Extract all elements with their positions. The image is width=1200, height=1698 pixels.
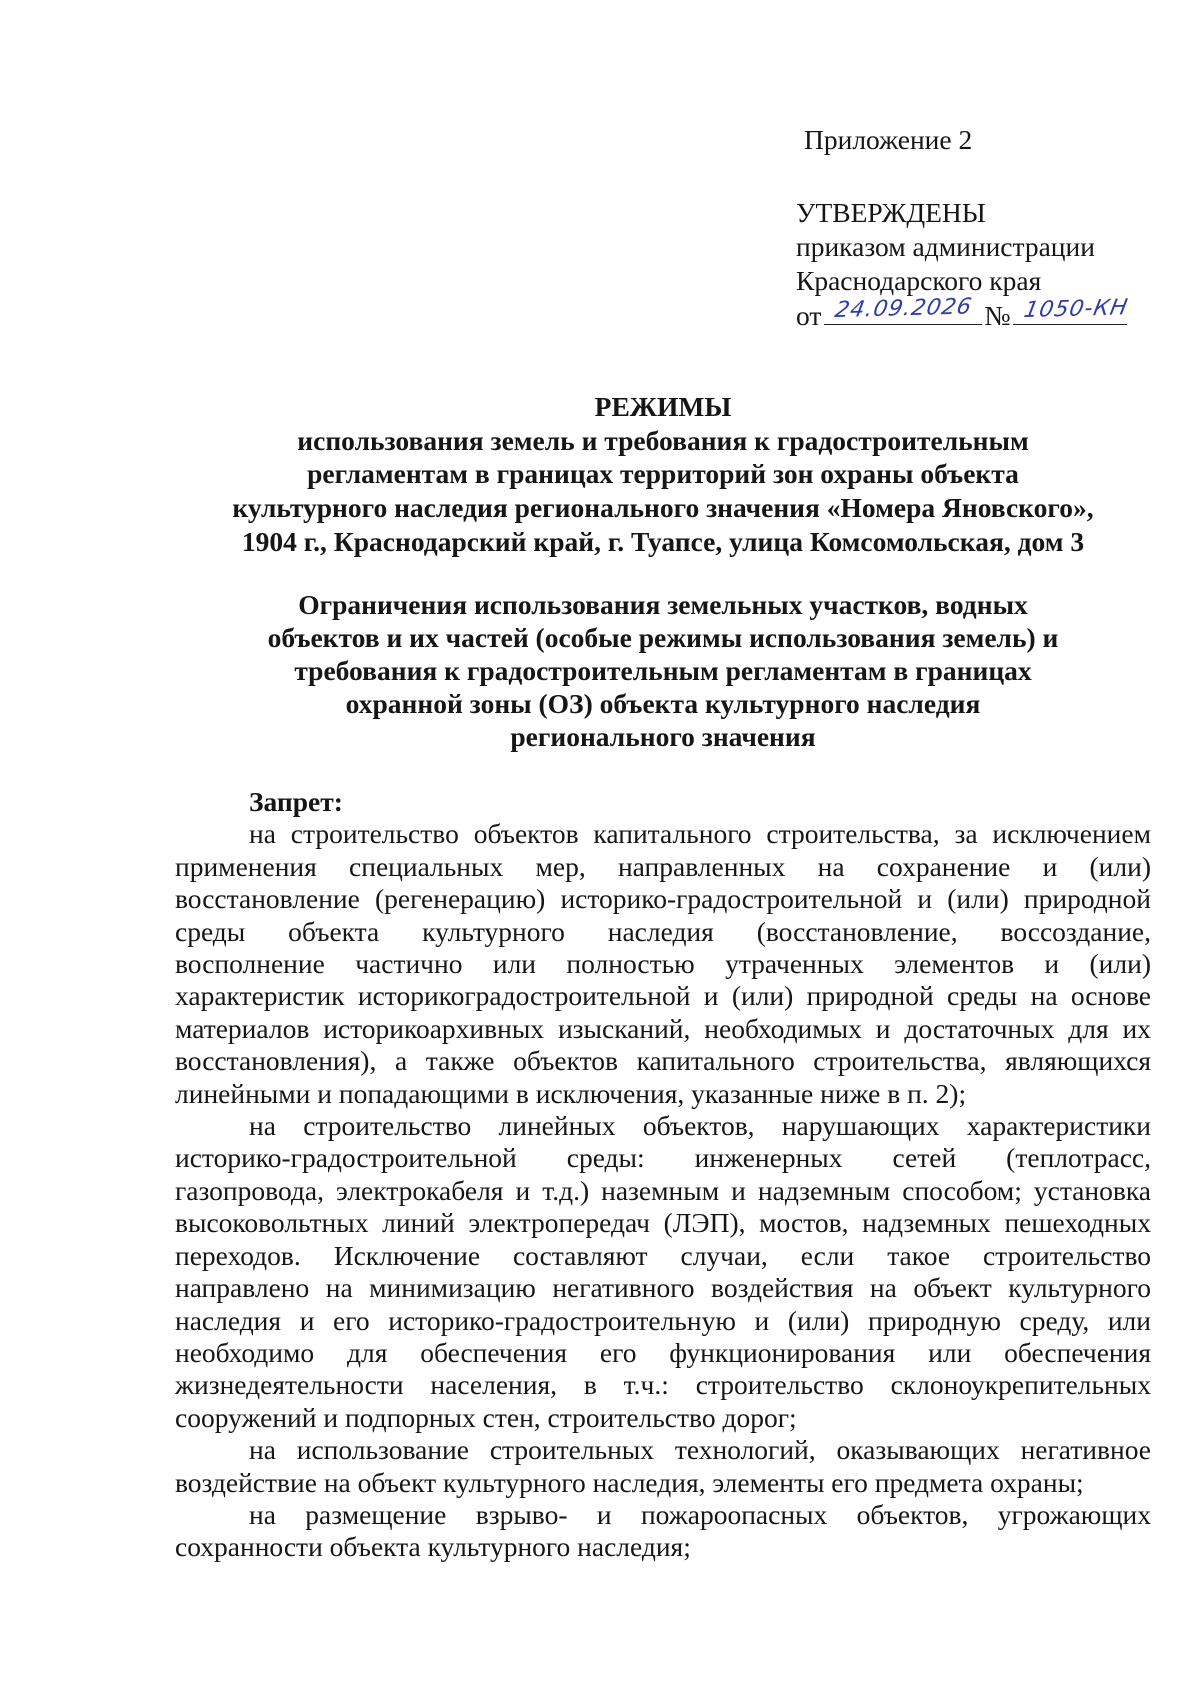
paragraph — [175, 818, 1151, 1110]
number-sign: № — [984, 300, 1011, 331]
paragraph — [175, 1110, 1151, 1434]
paragraph-line: среды объекта культурного наследия (восстановление, воссоздание, — [175, 915, 1151, 947]
paragraph-line: на размещение взрыво- и пожароопасных объектов, угрожающих — [249, 1498, 1151, 1530]
paragraph-line: на строительство объектов капитального строительства, за исключением — [249, 818, 1151, 850]
paragraph-line: жизнедеятельности населения, в т.ч.: строительство склоноукрепительных — [175, 1369, 1151, 1401]
paragraph-line: на использование строительных технологий, оказывающих негативное — [249, 1434, 1151, 1466]
date-prefix: от — [796, 300, 822, 331]
title-line: использования земель и требования к градостроительным — [297, 424, 1029, 456]
paragraph-line: газопровода, электрокабеля и т.д.) наземным и надземным способом; установка — [175, 1174, 1151, 1206]
subtitle-line: Ограничения использования земельных участков, водных — [298, 589, 1028, 620]
paragraph-line: линейными и попадающими в исключения, указанные ниже в п. 2); — [175, 1077, 967, 1109]
paragraph-line: направлено на минимизацию негативного воздействия на объект культурного — [175, 1272, 1151, 1304]
paragraph-line: необходимо для обеспечения его функционирования или обеспечения — [175, 1336, 1151, 1368]
paragraph-line: восстановления), а также объектов капитального строительства, являющихся — [175, 1045, 1151, 1077]
title-line: регламентам в границах территорий зон охраны объекта — [307, 458, 1019, 490]
document-body — [175, 786, 1151, 1564]
title-line: 1904 г., Краснодарский край, г. Туапсе, улица Комсомольская, дом 3 — [241, 525, 1085, 557]
approved-label: УТВЕРЖДЕНЫ — [796, 197, 986, 228]
paragraph-line: применения специальных мер, направленных на сохранение и (или) — [175, 850, 1151, 882]
paragraph-line: материалов историкоархивных изысканий, необходимых и достаточных для их — [175, 1012, 1151, 1044]
paragraph-line: на строительство линейных объектов, нарушающих характеристики — [249, 1110, 1151, 1142]
order-date-line — [796, 294, 1130, 333]
appendix-number: Приложение 2 — [804, 124, 973, 155]
order-number-field — [1013, 295, 1130, 325]
prohibition-label: Запрет: — [249, 786, 343, 817]
paragraph — [175, 1434, 1151, 1499]
subtitle-line: требования к градостроительным регламентам в границах — [294, 655, 1032, 686]
paragraph-line: высоковольтных линий электропередач (ЛЭП), мостов, надземных пешеходных — [175, 1207, 1151, 1239]
handwritten-number: 1050-КН — [1021, 295, 1130, 324]
paragraph-line: историко-градостроительной среды: инженерных сетей (теплотрасс, — [175, 1142, 1151, 1174]
title-line: культурного наследия регионального значения «Номера Яновского», — [232, 492, 1094, 524]
section-subtitle — [175, 588, 1151, 753]
paragraph — [175, 1499, 1151, 1564]
approval-block — [796, 196, 1130, 333]
paragraph-line: сооружений и подпорных стен, строительство дорог; — [175, 1401, 797, 1433]
subtitle-line: охранной зоны (ОЗ) объекта культурного наследия — [345, 688, 981, 719]
paragraph-line: наследия и его историко-градостроительную и (или) природную среду, или — [175, 1304, 1151, 1336]
paragraph-line: восстановление (регенерацию) историко-градостроительной и (или) природной — [175, 883, 1151, 915]
approved-by-line: Краснодарского края — [796, 265, 1042, 296]
handwritten-date: 24.09.2026 — [833, 294, 975, 324]
title-heading: РЕЖИМЫ — [594, 391, 732, 422]
paragraph-line: восполнение частично или полностью утраченных элементов и (или) — [175, 948, 1151, 980]
order-date-field — [824, 294, 982, 325]
paragraph-line: характеристик историкоградостроительной и (или) природной среды на основе — [175, 980, 1151, 1012]
document-title — [175, 390, 1151, 559]
paragraph-line: переходов. Исключение составляют случаи, если такое строительство — [175, 1239, 1151, 1271]
paragraph-line: сохранности объекта культурного наследия; — [175, 1531, 691, 1563]
subtitle-line: регионального значения — [510, 721, 816, 752]
paragraph-line: воздействие на объект культурного наследия, элементы его предмета охраны; — [175, 1466, 1084, 1498]
approved-by-line: приказом администрации — [796, 231, 1095, 262]
subtitle-line: объектов и их частей (особые режимы использования земель) и — [267, 622, 1059, 653]
